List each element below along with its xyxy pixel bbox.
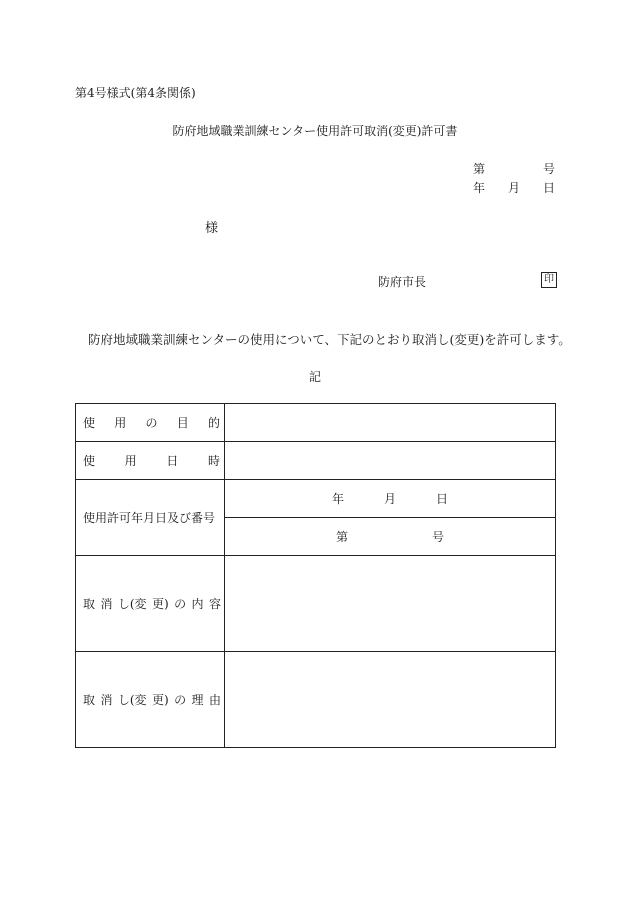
form-id: 第4号様式(第4条関係) xyxy=(75,86,196,100)
row-content xyxy=(76,556,556,652)
field-purpose[interactable] xyxy=(225,404,556,442)
field-reason[interactable] xyxy=(225,652,556,748)
label-purpose xyxy=(76,404,225,442)
label-char: 内 xyxy=(191,597,204,611)
label-char: 容 xyxy=(208,597,221,611)
field-datetime[interactable] xyxy=(225,442,556,480)
issuer-name: 防府市長 xyxy=(378,275,427,289)
label-char: 的 xyxy=(207,416,220,430)
permit-day: 日 xyxy=(436,492,449,506)
date-month: 月 xyxy=(507,181,520,195)
label-char: 取 xyxy=(83,693,96,707)
label-char: 用 xyxy=(114,416,127,430)
addressee-suffix: 様 xyxy=(205,221,219,236)
label-char: 使 xyxy=(83,454,96,468)
label-reason xyxy=(76,652,225,748)
number-suffix: 号 xyxy=(542,162,555,176)
field-permit-date[interactable] xyxy=(225,480,556,518)
label-char: 消 xyxy=(100,597,113,611)
label-char: 由 xyxy=(208,693,221,707)
permit-form-table xyxy=(75,403,556,748)
permit-year: 年 xyxy=(331,492,344,506)
date-year: 年 xyxy=(473,181,486,195)
row-permit-date xyxy=(76,480,556,518)
document-number-line xyxy=(473,160,555,177)
label-char: 消 xyxy=(100,693,113,707)
permit-month: 月 xyxy=(383,492,396,506)
document-title: 防府地域職業訓練センター使用許可取消(変更)許可書 xyxy=(172,124,458,138)
label-permit: 使用許可年月日及び番号 xyxy=(76,480,225,556)
label-char: の xyxy=(145,416,158,430)
label-char: 時 xyxy=(207,454,220,468)
row-datetime xyxy=(76,442,556,480)
seal-mark: 印 xyxy=(541,272,557,288)
number-prefix: 第 xyxy=(473,162,486,176)
date-day: 日 xyxy=(542,181,555,195)
label-char: 日 xyxy=(166,454,179,468)
label-content xyxy=(76,556,225,652)
label-char: 取 xyxy=(83,597,96,611)
label-char: 更) xyxy=(151,693,169,707)
label-char: 理 xyxy=(191,693,204,707)
ki-heading: 記 xyxy=(308,370,321,384)
row-purpose xyxy=(76,404,556,442)
body-text: 防府地域職業訓練センターの使用について、下記のとおり取消し(変更)を許可します。 xyxy=(88,332,571,347)
field-permit-number[interactable] xyxy=(225,518,556,556)
label-datetime xyxy=(76,442,225,480)
label-char: 用 xyxy=(124,454,137,468)
label-char: の xyxy=(174,597,187,611)
label-char: の xyxy=(174,693,187,707)
permit-no-prefix: 第 xyxy=(335,530,348,544)
permit-no-suffix: 号 xyxy=(432,530,445,544)
label-char: 使 xyxy=(83,416,96,430)
label-char: し(変 xyxy=(117,597,147,611)
label-char: 目 xyxy=(176,416,189,430)
document-date-line xyxy=(473,179,555,196)
label-char: し(変 xyxy=(117,693,147,707)
label-char: 更) xyxy=(151,597,169,611)
field-content[interactable] xyxy=(225,556,556,652)
row-reason xyxy=(76,652,556,748)
